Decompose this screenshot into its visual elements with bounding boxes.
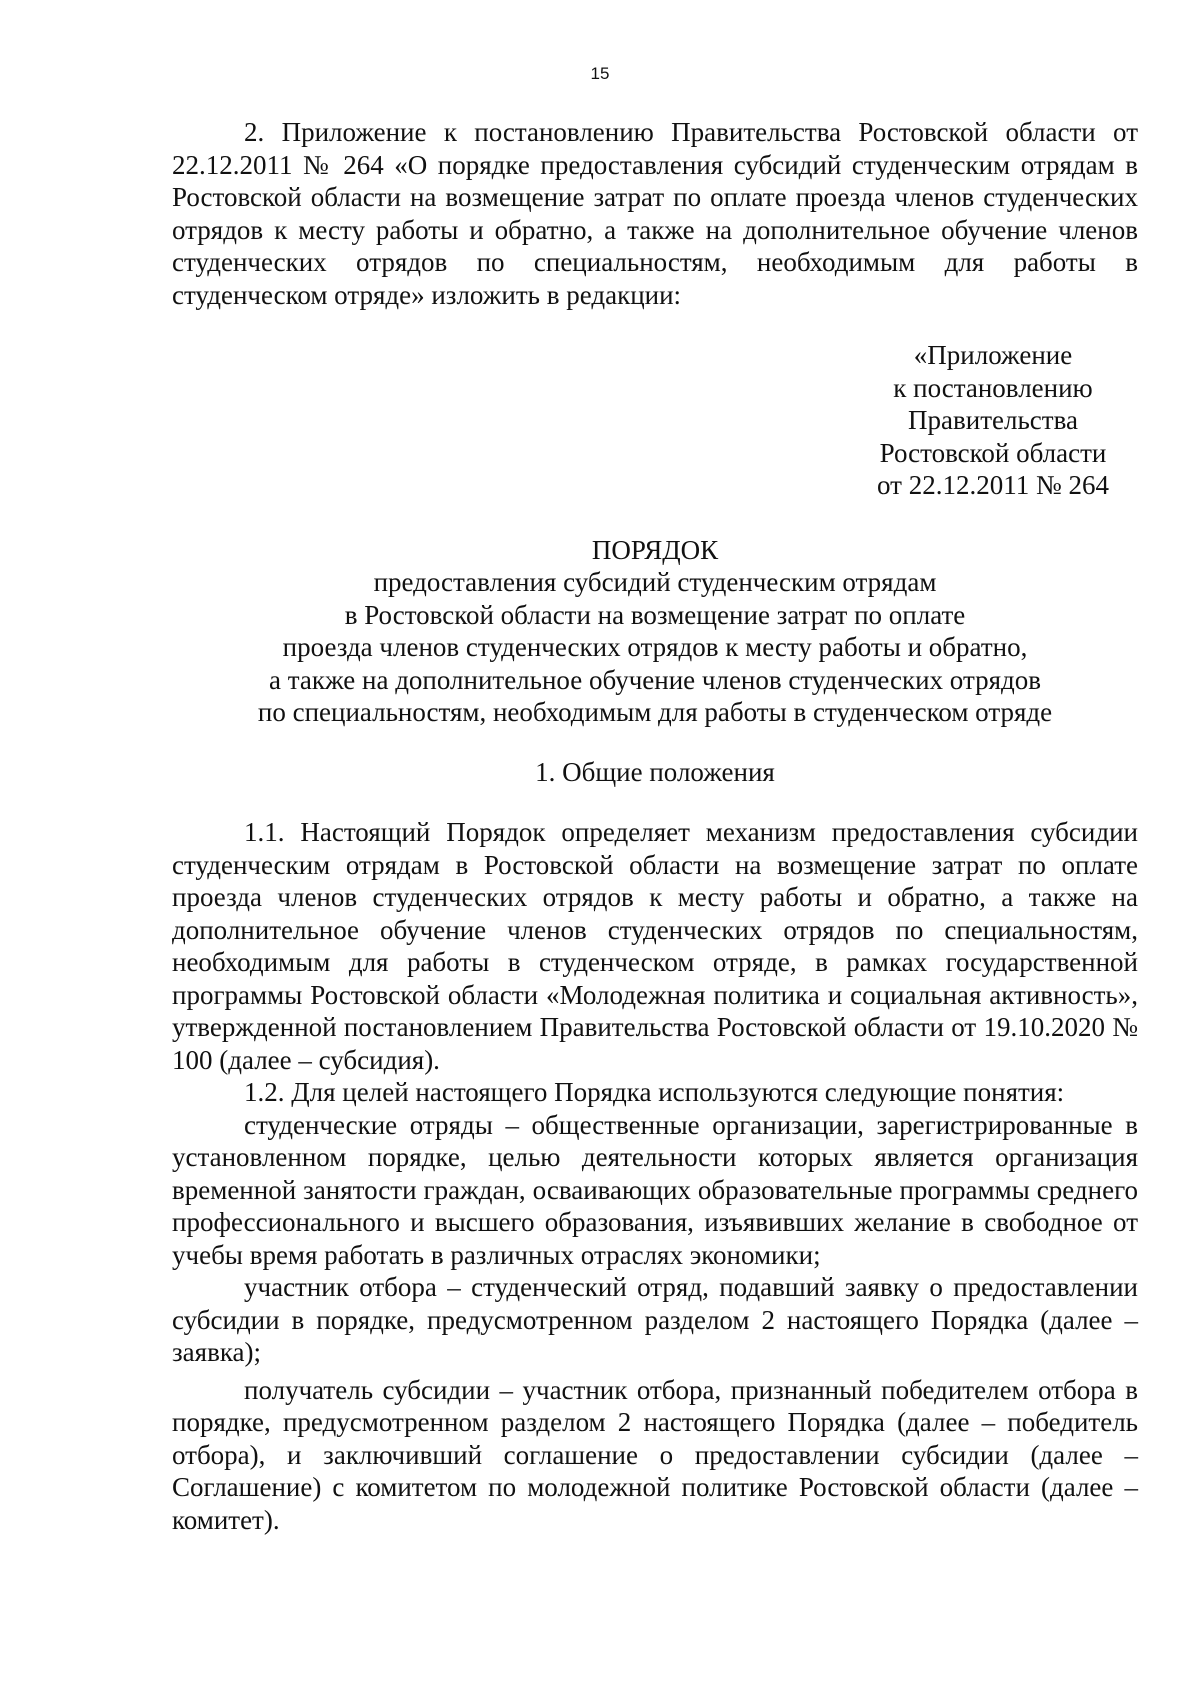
approval-line: от 22.12.2011 № 264 [877, 470, 1109, 500]
intro-paragraph: 2. Приложение к постановлению Правительства Ростовской области от 22.12.2011 № 264 «О порядке предоставления субсидий студенческим отрядам в Ростовской области на возмещение затрат по оплате проезда членов студенческих отрядов к месту работы и обратно, а также на дополнительное обучение членов студенческих отрядов по специальностям, необходимым для работы в студенческом отряде» изложить в редакции: [172, 117, 1138, 310]
approval-block [860, 339, 1126, 502]
definition-student-units: студенческие отряды – общественные организации, зарегистрированные в установленном порядке, целью деятельности которых является организация временной занятости граждан, осваивающих образовательные программы среднего профессионального и высшего образования, изъявивших желание в свободное от учебы время работать в различных отраслях экономики; [172, 1109, 1138, 1270]
paragraph-1-1: 1.1. Настоящий Порядок определяет механизм предоставления субсидии студенческим отрядам в Ростовской области на возмещение затрат по оплате проезда членов студенческих отрядов к месту работы и обратно, а также на дополнительное обучение членов студенческих отрядов по специальностям, необходимым для работы в студенческом отряде, в рамках государственной программы Ростовской области «Молодежная политика и социальная активность», утвержденной постановлением Правительства Ростовской области от 19.10.2020 № 100 (далее – субсидия). [172, 817, 1138, 1075]
paragraph-1-2: 1.2. Для целей настоящего Порядка используются следующие понятия: [244, 1077, 1065, 1107]
document-title: ПОРЯДОК [591, 534, 719, 565]
subtitle-line: а также на дополнительное обучение членов студенческих отрядов [269, 664, 1041, 695]
subtitle-line: по специальностям, необходимым для работы в студенческом отряде [257, 697, 1053, 727]
document-subtitle [172, 566, 1138, 729]
subtitle-line: предоставления субсидий студенческим отрядам [373, 567, 937, 597]
approval-line: Правительства [908, 405, 1078, 435]
definition-subsidy-recipient: получатель субсидии – участник отбора, признанный победителем отбора в порядке, предусмотренном разделом 2 настоящего Порядка (далее – победитель отбора), и заключивший соглашение о предоставлении субсидии (далее – Соглашение) с комитетом по молодежной политике Ростовской области (далее – комитет). [172, 1374, 1138, 1535]
subtitle-line: в Ростовской области на возмещение затрат по оплате [344, 599, 966, 630]
subtitle-line: проезда членов студенческих отрядов к месту работы и обратно, [282, 632, 1028, 662]
approval-line: к постановлению [893, 372, 1093, 403]
section-heading: 1. Общие положения [535, 756, 775, 787]
page-number: 15 [590, 64, 610, 83]
document-body [172, 116, 1138, 1536]
approval-line: Ростовской области [879, 437, 1107, 468]
definition-selection-participant: участник отбора – студенческий отряд, подавший заявку о предоставлении субсидии в порядке, предусмотренном разделом 2 настоящего Порядка (далее – заявка); [172, 1272, 1138, 1367]
approval-line: «Приложение [913, 340, 1073, 370]
